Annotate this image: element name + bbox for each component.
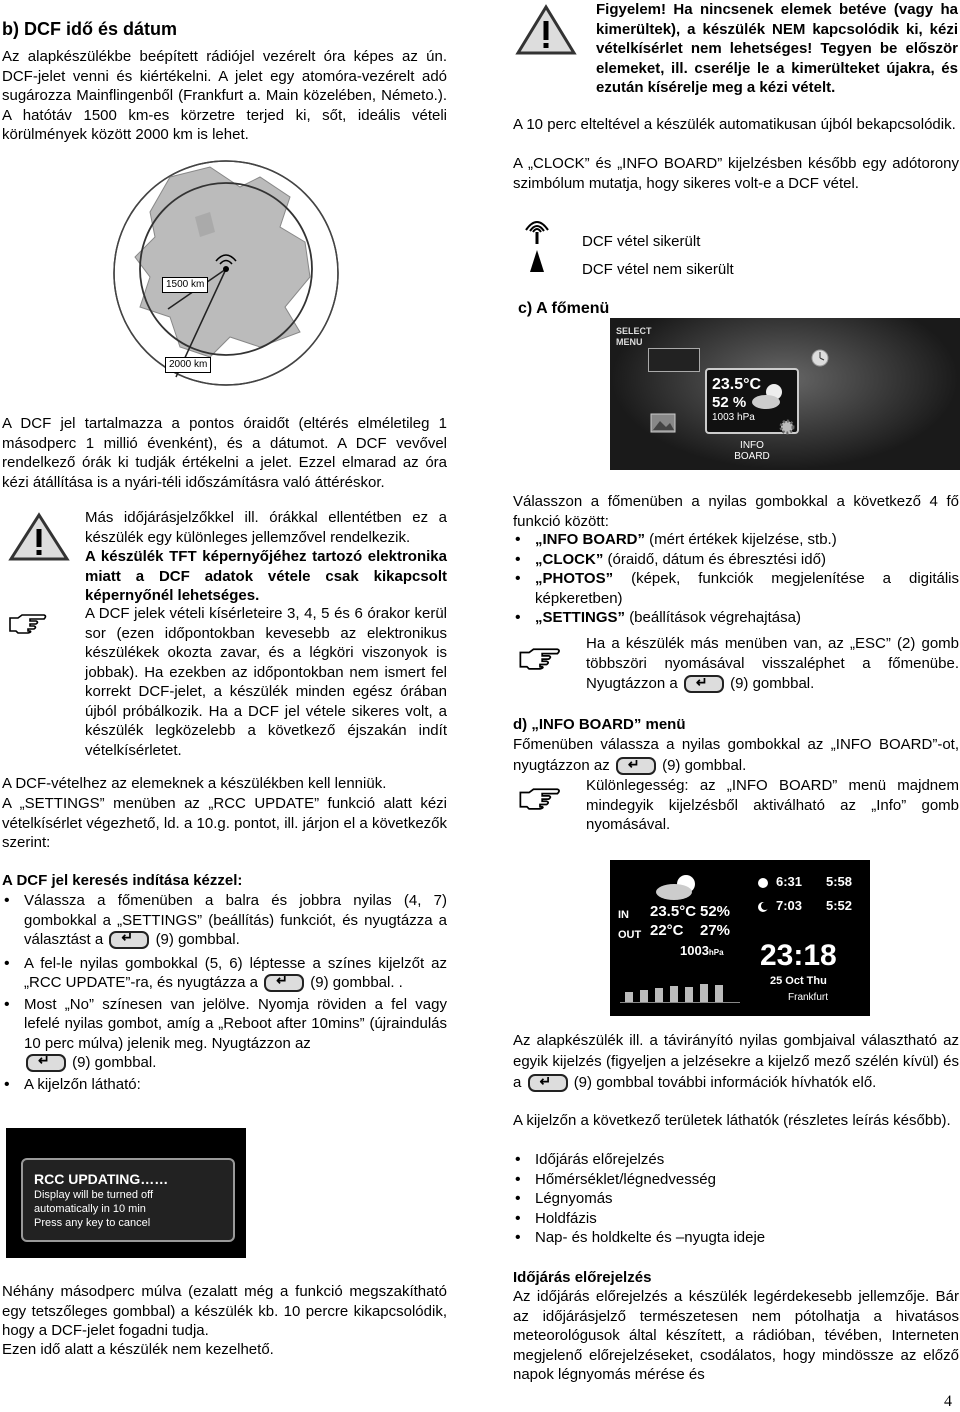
list-item: • „INFO BOARD” (mért értékek kijelzése, stb.) xyxy=(511,530,959,550)
list-item: • A fel-le nyilas gombokkal (5, 6) léptesse a színes kijelzőt az „RCC UPDATE”-ra, és nyugtázza a ↵ (9) gombbal. . xyxy=(0,954,447,993)
list-item: • „SETTINGS” (beállítások végrehajtása) xyxy=(511,608,959,628)
clock-icon xyxy=(810,348,830,374)
pressure-history-graph xyxy=(620,978,740,1003)
rcc-update-screen xyxy=(6,1128,246,1258)
attention-p2: A „CLOCK” és „INFO BOARD” kijelzésben később egy adótorony szimbólum mutatja, hogy sikeres volt-e a DCF vétel. xyxy=(513,155,959,192)
info-board-special: Különlegesség: az „INFO BOARD” menü majdnem mindegyik kijelzésből aktiválható az „Info” gomb nyomásával. xyxy=(586,777,959,833)
enter-key-icon xyxy=(26,1054,66,1072)
dcf-fail-label: DCF vétel nem sikerült xyxy=(582,261,734,278)
info-board-p2: Az alapkészülék ill. a távirányító nyilas gombjaival választható az egyik kijelzés (figyeljen a jelzésekre a kijelző mező szélén kívül) és a ↵ (9) gombbal további információk hívhatók elő. xyxy=(513,1030,959,1093)
list-item: • Holdfázis xyxy=(511,1209,959,1229)
info-board-screen xyxy=(610,860,870,1016)
main-menu-intro: Válasszon a főmenüben a nyilas gombokkal a következő 4 fő funkció között: xyxy=(513,493,959,530)
enter-key-icon xyxy=(109,931,149,949)
range-map xyxy=(110,157,342,389)
sunset-time: 5:58 xyxy=(826,874,853,889)
forecast-text: Az időjárás előrejelzés a készülék legérdekesebb jellemzője. Bár az időjárásjelző természetesen nem pótolhatja a hivatásos meteorológusok által készített, a rádióban, tévében, Interneten megjelenő előrejelzéseket, csodálatos, hogy mindössze az előző napok légnyomás mérése és xyxy=(513,1288,959,1383)
map-label-1500: 1500 km xyxy=(162,277,208,293)
enter-key-icon xyxy=(616,757,656,775)
rcc-screen-line: Press any key to cancel xyxy=(34,1217,151,1229)
after-text-2: Ezen idő alatt a készülék nem kezelhető. xyxy=(2,1341,274,1358)
photos-icon xyxy=(650,413,676,439)
sun-cloud-icon xyxy=(750,382,790,418)
out-label: OUT xyxy=(618,929,642,941)
rcc-screen-title: RCC UPDATING…… xyxy=(34,1171,169,1187)
attention-bold-text: Figyelem! Ha nincsenek elemek betéve (vagy ha kimerültek), a készülék NEM kapcsolódik ki, kézi vételkísérlet nem lehetséges! Tegyen be először elemeket, ill. cserélje le a kimerülteket újakra, és ezután kísérelje meg a kézi vételt. xyxy=(596,1,958,96)
weather-icon xyxy=(650,872,710,908)
sun-icon xyxy=(756,876,770,896)
info-board-label: INFO BOARD xyxy=(734,440,770,462)
temp-out: 22°C xyxy=(650,922,684,939)
sunrise-time: 6:31 xyxy=(776,874,803,889)
menu-hum: 52 % xyxy=(712,394,747,411)
pointing-hand-icon xyxy=(518,646,562,676)
rcc-screen-line: automatically in 10 min xyxy=(34,1203,146,1215)
list-item: • „CLOCK” (óraidő, dátum és ébresztési idő) xyxy=(511,550,959,570)
main-menu-list xyxy=(511,530,959,628)
list-item: • Hőmérséklet/légnedvesség xyxy=(511,1170,959,1190)
info-board-p3: A kijelzőn a következő területek láthatók (részletes leírás később). xyxy=(513,1112,951,1129)
menu-label: MENU xyxy=(616,337,643,347)
hum-out: 27% xyxy=(700,922,731,939)
manual-search-list xyxy=(0,891,447,1094)
moon-icon xyxy=(756,900,770,920)
battery-line: A DCF-vételhez az elemeknek a készülékben kell lenniük. xyxy=(2,775,387,792)
pointing-hand-icon xyxy=(8,612,48,640)
city-label: Frankfurt xyxy=(788,992,829,1003)
dcf-intro: Az alapkészülékbe beépített rádiójel vezérelt óra képes az ún. DCF-jelet venni és kiértékelni. A jelet egy atomóra-vezérelt adó sugározza Mainflingenből (Frankfurt a. Main közelében, Németo.). A hatótáv 1500 km-es körzetre terjed ki, sőt, ideális vételi körülmények között 2000 km is lehet. xyxy=(2,48,447,143)
list-item: • Időjárás előrejelzés xyxy=(511,1150,959,1170)
list-item: • A kijelzőn látható: xyxy=(0,1075,447,1095)
select-label: SELECT xyxy=(616,326,652,336)
page-number: 4 xyxy=(944,1393,952,1410)
main-menu-heading: c) A főmenü xyxy=(518,300,610,317)
warning-bold-text: A készülék TFT képernyőjéhez tartozó elektronika miatt a DCF adatok vétele csak kikapcsolt képernyőnél lehetséges. xyxy=(85,548,447,604)
main-menu-screen xyxy=(610,318,960,470)
clock-date: 25 Oct Thu xyxy=(770,975,827,987)
clock-time: 23:18 xyxy=(760,939,837,972)
warning-icon xyxy=(515,4,577,62)
esc-text: Ha a készülék más menüben van, az „ESC” (2) gomb többszöri nyomásával visszaléphet a főmenübe. Nyugtázzon a ↵ (9) gombbal. xyxy=(586,634,959,694)
moonset-time: 5:52 xyxy=(826,898,853,913)
warning-text: Más időjárásjelzőkkel ill. órákkal ellentétben ez a készülék egy különleges jellemzővel rendelkezik. xyxy=(85,509,447,546)
list-item: • Nap- és holdkelte és –nyugta ideje xyxy=(511,1228,959,1248)
tower-signal-ok-icon xyxy=(520,218,554,250)
pressure: 1003hPa xyxy=(680,943,724,958)
info-board-heading: d) „INFO BOARD” menü xyxy=(513,716,686,733)
info-board-p1: Főmenüben válassza a nyilas gombokkal az „INFO BOARD”-ot, nyugtázzon az ↵ (9) gombbal. xyxy=(513,734,959,776)
list-item: • Légnyomás xyxy=(511,1189,959,1209)
tower-no-signal-icon xyxy=(530,250,544,278)
moonrise-time: 7:03 xyxy=(776,898,803,913)
manual-search-heading: A DCF jel keresés indítása kézzel: xyxy=(2,872,243,889)
in-label: IN xyxy=(618,909,629,921)
enter-key-icon xyxy=(528,1074,568,1092)
list-item: • Most „No” színesen van jelölve. Nyomja röviden a fel vagy lefelé nyilas gombot, amíg a „Reboot after 10mins” (újraindulás 10 perc múlva) jelenik meg. Nyugtázzon az ↵ (9) gombbal. xyxy=(0,995,447,1073)
map-label-2000: 2000 km xyxy=(165,357,211,373)
list-item: • Válassza a főmenüben a balra és jobbra nyilas (4, 7) gombokkal a „SETTINGS” (beállítás) funkciót, és nyugtázza a választást a ↵ (9) gombbal. xyxy=(0,891,447,950)
attention-p1: A 10 perc elteltével a készülék automatikusan újból bekapcsolódik. xyxy=(513,116,956,133)
settings-text: A „SETTINGS” menüben az „RCC UPDATE” funkció alatt kézi vételkísérlet végezhető, ld. a 10.g. pontot, ill. járjon el a következők szerint: xyxy=(2,795,447,851)
note-text: A DCF jelek vételi kísérleteire 3, 4, 5 és 6 órakor kerül sor (ezen időpontokban kevesebb az elektronikus készülékek okozta zavar, és a légköri viszonyok is jobbak). Ha ezekben az időpontokban nem ismert fel korrekt DCF-jelet, a készülék minden egész órában újból próbálkozik. Ha a DCF jel vétele sikeres volt, a készülék legközelebb a következő éjszakán indít vételkísérletet. xyxy=(85,605,447,759)
warning-icon xyxy=(8,512,70,568)
settings-icon xyxy=(778,418,796,442)
dcf-ok-label: DCF vétel sikerült xyxy=(582,233,701,250)
after-text: Néhány másodperc múlva (ezalatt még a funkció megszakítható egy tetszőleges gombbal) a készülék kb. 10 percre kikapcsolódik, hogy a DCF-jelet fogadni tudja. xyxy=(2,1283,447,1339)
enter-key-icon xyxy=(264,974,304,992)
rcc-screen-line: Display will be turned off xyxy=(34,1189,154,1201)
menu-temp: 23.5°C xyxy=(712,376,762,393)
pointing-hand-icon xyxy=(518,786,562,816)
menu-press: 1003 hPa xyxy=(712,412,755,423)
info-areas-list xyxy=(511,1150,959,1248)
list-item: • „PHOTOS” (képek, funkciók megjelenítése a digitális képkeretben) xyxy=(511,569,959,608)
dcf-heading: b) DCF idő és dátum xyxy=(2,19,177,39)
dcf-signal-text: A DCF jel tartalmazza a pontos óraidőt (eltérés elméletileg 1 másodperc 1 millió évenként), és a dátumot. A DCF vevővel rendelkező órák ki tudják értékelni a jelet. Ezzel elmarad az óra kézi átállítása is a nyári-téli időszámításra való áttéréskor. xyxy=(2,415,447,491)
enter-key-icon xyxy=(684,675,724,693)
temp-in: 23.5°C xyxy=(650,903,697,920)
hum-in: 52% xyxy=(700,903,731,920)
forecast-heading: Időjárás előrejelzés xyxy=(513,1269,652,1286)
